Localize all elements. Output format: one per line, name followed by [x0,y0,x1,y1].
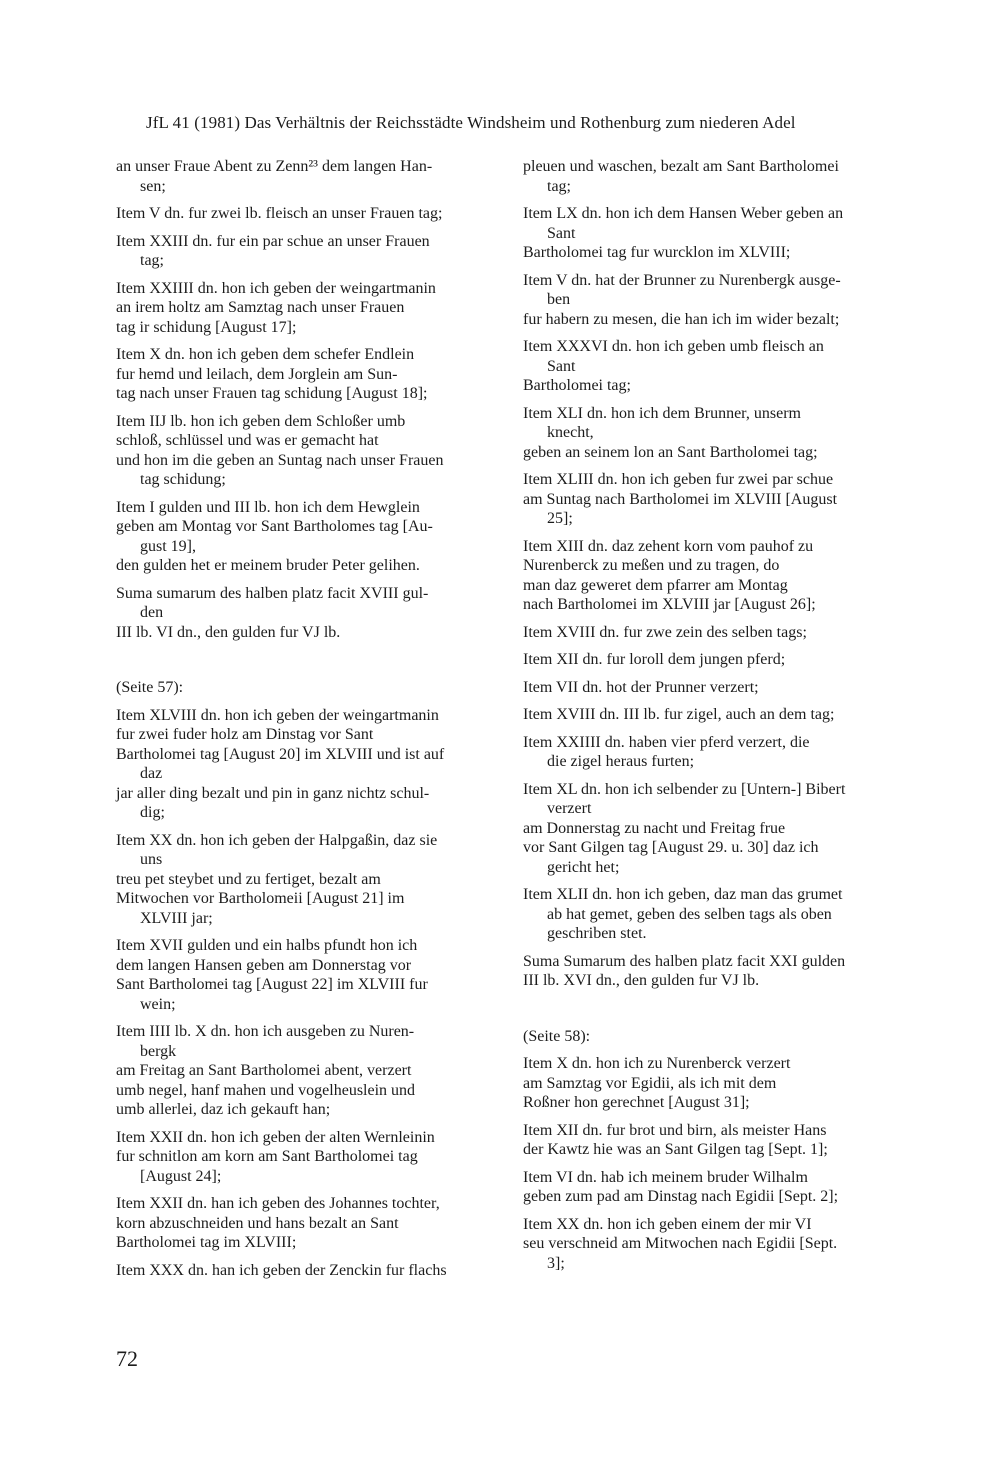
entry-line: Item XXII dn. hon ich geben der alten Wernleinin [116,1128,435,1146]
entry-line: Item XL dn. hon ich selbender zu [Untern-] Bibert [523,780,846,798]
ledger-entry [116,204,500,224]
section-spacer [116,650,500,678]
entry-line: 3]; [547,1254,565,1272]
entry-line: Nurenberck zu meßen und zu tragen, do [523,557,780,574]
ledger-entry [116,584,500,643]
ledger-entry [116,706,500,823]
entry-line: gust 19], [140,537,196,555]
entry-line: fur hemd und leilach, dem Jorglein am Sun- [116,365,398,383]
entry-line: tag; [547,177,571,195]
entry-line: vor Sant Gilgen tag [August 29. u. 30] daz ich [523,839,819,856]
entry-line: am Freitag an Sant Bartholomei abent, verzert [116,1062,412,1079]
ledger-entry [116,1194,500,1253]
entry-line: tag; [140,252,164,269]
entry-line: treu pet steybet und zu fertiget, bezalt am [116,870,381,888]
entry-line: sen; [140,177,166,195]
entry-line: Item XVIII dn. III lb. fur zigel, auch an dem tag; [523,706,835,723]
ledger-entry [116,232,500,271]
ledger-entry [523,404,907,463]
ledger-entry [523,1054,907,1113]
entry-line: Item I gulden und III lb. hon ich dem Hewglein [116,498,420,516]
entry-line: Item XXIII dn. fur ein par schue an unser Frauen [116,232,430,250]
ledger-entry [523,623,907,643]
entry-line: die zigel heraus furten; [547,753,695,770]
entry-line: fur zwei fuder holz am Dinstag vor Sant [116,726,374,743]
entry-line: uns [140,851,163,868]
entry-line: man daz geweret dem pfarrer am Montag [523,576,788,594]
page-number: 72 [116,1346,138,1371]
entry-line: ben [547,291,571,308]
entry-line: dig; [140,804,165,821]
entry-line: Item XXIIII dn. haben vier pferd verzert, die [523,733,810,751]
entry-line: Item XXII dn. han ich geben des Johannes tochter, [116,1195,440,1212]
entry-line: geschriben stet. [547,925,647,942]
entry-line: fur habern zu mesen, die han ich im wider bezalt; [523,310,840,328]
entry-line: (Seite 57): [116,679,184,696]
entry-line: schloß, schlüssel und was er gemacht hat [116,432,379,449]
entry-line: an unser Fraue Abent zu Zenn²³ dem langen Han- [116,158,433,175]
entry-line: Item VII dn. hot der Prunner verzert; [523,678,759,696]
right-column [523,157,907,1281]
ledger-entry [523,337,907,396]
entry-line: Item XXIIII dn. hon ich geben der weingartmanin [116,279,436,297]
entry-line: [August 24]; [140,1167,222,1185]
entry-line: seu verschneid am Mitwochen nach Egidii [Sept. [523,1235,838,1252]
ledger-entry [523,271,907,330]
ledger-entry [523,678,907,698]
entry-line: und hon im die geben an Suntag nach unser Frauen [116,451,444,469]
ledger-entry [523,650,907,670]
entry-line: Mitwochen vor Bartholomeii [August 21] im [116,890,405,907]
running-header: JfL 41 (1981) Das Verhältnis der Reichsstädte Windsheim und Rothenburg zum niederen Adel [146,113,796,132]
ledger-entry [116,412,500,490]
entry-line: 25]; [547,510,573,527]
ledger-entry [523,780,907,878]
entry-line: umb negel, hanf mahen und vogelheuslein und [116,1081,416,1099]
entry-line: am Donnerstag zu nacht und Freitag frue [523,819,786,837]
entry-line: der Kawtz hie was an Sant Gilgen tag [Sept. 1]; [523,1141,828,1158]
entry-line: Item XVIII dn. fur zwe zein des selben tags; [523,623,807,641]
entry-line: daz [140,765,163,782]
entry-line: den gulden het er meinem bruder Peter gelihen. [116,557,420,574]
ledger-entry [116,498,500,576]
entry-line: III lb. VI dn., den gulden fur VJ lb. [116,623,341,641]
entry-line: Item XX dn. hon ich geben der Halpgaßin, daz sie [116,831,438,849]
entry-line: Item XLI dn. hon ich dem Brunner, unserm [523,404,801,422]
ledger-entry [116,1022,500,1120]
entry-line: Item IIII lb. X dn. hon ich ausgeben zu Nuren- [116,1023,415,1040]
ledger-entry [523,952,907,991]
entry-line: Bartholomei tag fur wurcklon im XLVIII; [523,244,791,261]
entry-line: Item XLII dn. hon ich geben, daz man das grumet [523,886,843,903]
entry-line: fur schnitlon am korn am Sant Bartholomei tag [116,1148,418,1165]
ledger-entry [116,157,500,196]
entry-line: am Suntag nach Bartholomei im XLVIII [August [523,490,838,508]
entry-line: Item XXXVI dn. hon ich geben umb fleisch an [523,338,824,355]
entry-line: nach Bartholomei im XLVIII jar [August 26]; [523,596,816,613]
entry-line: tag nach unser Frauen tag schidung [August 18]; [116,385,428,402]
ledger-entry [116,345,500,404]
entry-line: Item XX dn. hon ich geben einem der mir VI [523,1215,812,1233]
entry-line: Item XLVIII dn. hon ich geben der weingartmanin [116,706,439,724]
left-column [116,157,500,1288]
entry-line: Item X dn. hon ich geben dem schefer Endlein [116,346,415,363]
ledger-entry [116,678,500,698]
entry-line: Item VI dn. hab ich meinem bruder Wilhalm [523,1168,808,1186]
entry-line: Item IIJ lb. hon ich geben dem Schloßer umb [116,412,406,430]
entry-line: Bartholomei tag [August 20] im XLVIII und ist auf [116,745,445,763]
entry-line: (Seite 58): [523,1027,591,1045]
ledger-entry [523,885,907,944]
entry-line: tag schidung; [140,471,226,488]
entry-line: Item XII dn. fur brot und birn, als meister Hans [523,1121,827,1139]
entry-line: XLVIII jar; [140,909,213,927]
ledger-entry [523,470,907,529]
entry-line: Item X dn. hon ich zu Nurenberck verzert [523,1055,791,1072]
entry-line: Item XVII gulden und ein halbs pfundt hon ich [116,937,418,954]
entry-line: den [140,604,164,621]
entry-line: korn abzuschneiden und hans bezalt an Sant [116,1214,399,1232]
entry-line: Sant [547,224,576,242]
entry-line: Roßner hon gerechnet [August 31]; [523,1094,750,1111]
entry-line: bergk [140,1042,177,1060]
ledger-entry [116,279,500,338]
ledger-entry [116,936,500,1014]
ledger-entry [523,537,907,615]
ledger-entry [116,831,500,929]
ledger-entry [116,1261,500,1281]
entry-line: tag ir schidung [August 17]; [116,318,297,336]
entry-line: an irem holtz am Samztag nach unser Frauen [116,299,405,316]
entry-line: Item V dn. fur zwei lb. fleisch an unser Frauen tag; [116,205,443,222]
entry-line: umb allerlei, daz ich gekauft han; [116,1101,331,1118]
entry-line: geben am Montag vor Sant Bartholomes tag [Au- [116,518,433,535]
entry-line: gericht het; [547,858,620,876]
entry-line: Item V dn. hat der Brunner zu Nurenbergk ausge- [523,271,841,289]
entry-line: ab hat gemet, geben des selben tags als oben [547,905,832,923]
entry-line: dem langen Hansen geben am Donnerstag vor [116,956,412,974]
ledger-entry [116,1128,500,1187]
entry-line: III lb. XVI dn., den gulden fur VJ lb. [523,972,760,989]
ledger-entry [523,705,907,725]
entry-line: wein; [140,995,176,1013]
ledger-entry [523,1215,907,1274]
entry-line: geben an seinem lon an Sant Bartholomei tag; [523,443,818,461]
entry-line: Item LX dn. hon ich dem Hansen Weber geben an [523,205,844,222]
entry-line: Item XLIII dn. hon ich geben fur zwei par schue [523,471,834,488]
entry-line: Bartholomei tag im XLVIII; [116,1234,297,1251]
entry-line: Sant Bartholomei tag [August 22] im XLVIII fur [116,976,428,993]
entry-line: Item XII dn. fur loroll dem jungen pferd; [523,651,786,668]
ledger-entry [523,1027,907,1047]
entry-line: geben zum pad am Dinstag nach Egidii [Sept. 2]; [523,1188,839,1205]
entry-line: knecht, [547,424,594,441]
ledger-entry [523,157,907,196]
entry-line: verzert [547,800,592,817]
entry-line: Suma Sumarum des halben platz facit XXI gulden [523,952,846,970]
entry-line: pleuen und waschen, bezalt am Sant Bartholomei [523,158,839,175]
entry-line: Suma sumarum des halben platz facit XVIII gul- [116,584,429,602]
ledger-entry [523,204,907,263]
ledger-entry [523,1121,907,1160]
section-spacer [523,999,907,1027]
ledger-entry [523,733,907,772]
entry-line: Item XXX dn. han ich geben der Zenckin fur flachs [116,1261,447,1279]
entry-line: jar aller ding bezalt und pin in ganz nichtz schul- [116,784,430,802]
entry-line: Item XIII dn. daz zehent korn vom pauhof zu [523,537,814,555]
entry-line: am Samztag vor Egidii, als ich mit dem [523,1074,777,1092]
entry-line: Sant [547,357,576,375]
ledger-entry [523,1168,907,1207]
entry-line: Bartholomei tag; [523,377,631,394]
